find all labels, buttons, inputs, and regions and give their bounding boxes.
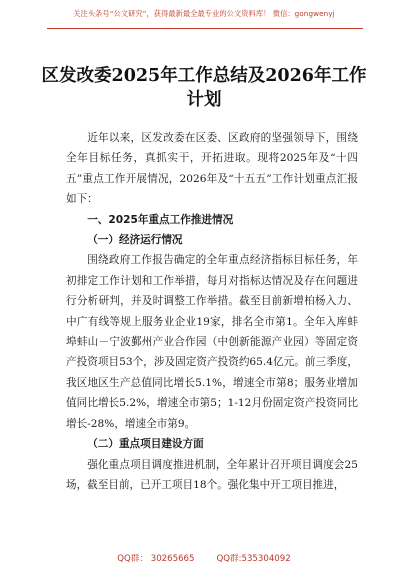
project-paragraph: 强化重点项目调度推进机制，全年累计召开项目调度会25场，截至目前，已开工项目18个。强化集中开工项目推进， <box>66 458 358 491</box>
document-body <box>66 128 358 495</box>
header-banner: 关注头条号“公文研究”，获得最新最全最专业的公文资料库！ 微信：gongwenyj <box>73 9 335 18</box>
subsection-heading: （二）重点项目建设方面 <box>87 438 204 451</box>
footer-qq-group-1: QQ群： 30265665 <box>117 554 195 564</box>
intro-paragraph: 近年以来，区发改委在区委、区政府的坚强领导下，围绕全年目标任务，真抓实干，开拓进取。现将2025年及“十四五”重点工作开展情况，2026年及“十五五”工作计划重点汇报如下： <box>66 132 358 206</box>
economic-paragraph: 围绕政府工作报告确定的全年重点经济指标目标任务，年初排定工作计划和工作举措，每月对指标达情况及存在问题进行分析研判，并及时调整工作举措。截至目前新增柏杨入力、中广有线等规上服务业企业19家，排名全市第1。全年入库蚌埠蚌山－宁波鄞州产业合作园（中创新能源产业园）等固定资产投资项目53个，涉及固定资产投资约65.4亿元。前三季度，我区地区生产总值同比增长5.1%，增速全市第8；服务业增加值同比增长5.2%，增速全市第5；1-12月份固定资产投资同比增长-28%，增速全市第9。 <box>66 254 358 430</box>
subsection-heading: （一）经济运行情况 <box>87 234 183 247</box>
section-heading: 一、2025年重点工作推进情况 <box>87 213 234 226</box>
header-divider <box>47 28 363 29</box>
footer-banner <box>0 552 408 564</box>
footer-qq-group-2: QQ群:535304092 <box>216 554 291 564</box>
document-title: 区发改委2025年工作总结及2026年工作计划 <box>41 66 367 110</box>
